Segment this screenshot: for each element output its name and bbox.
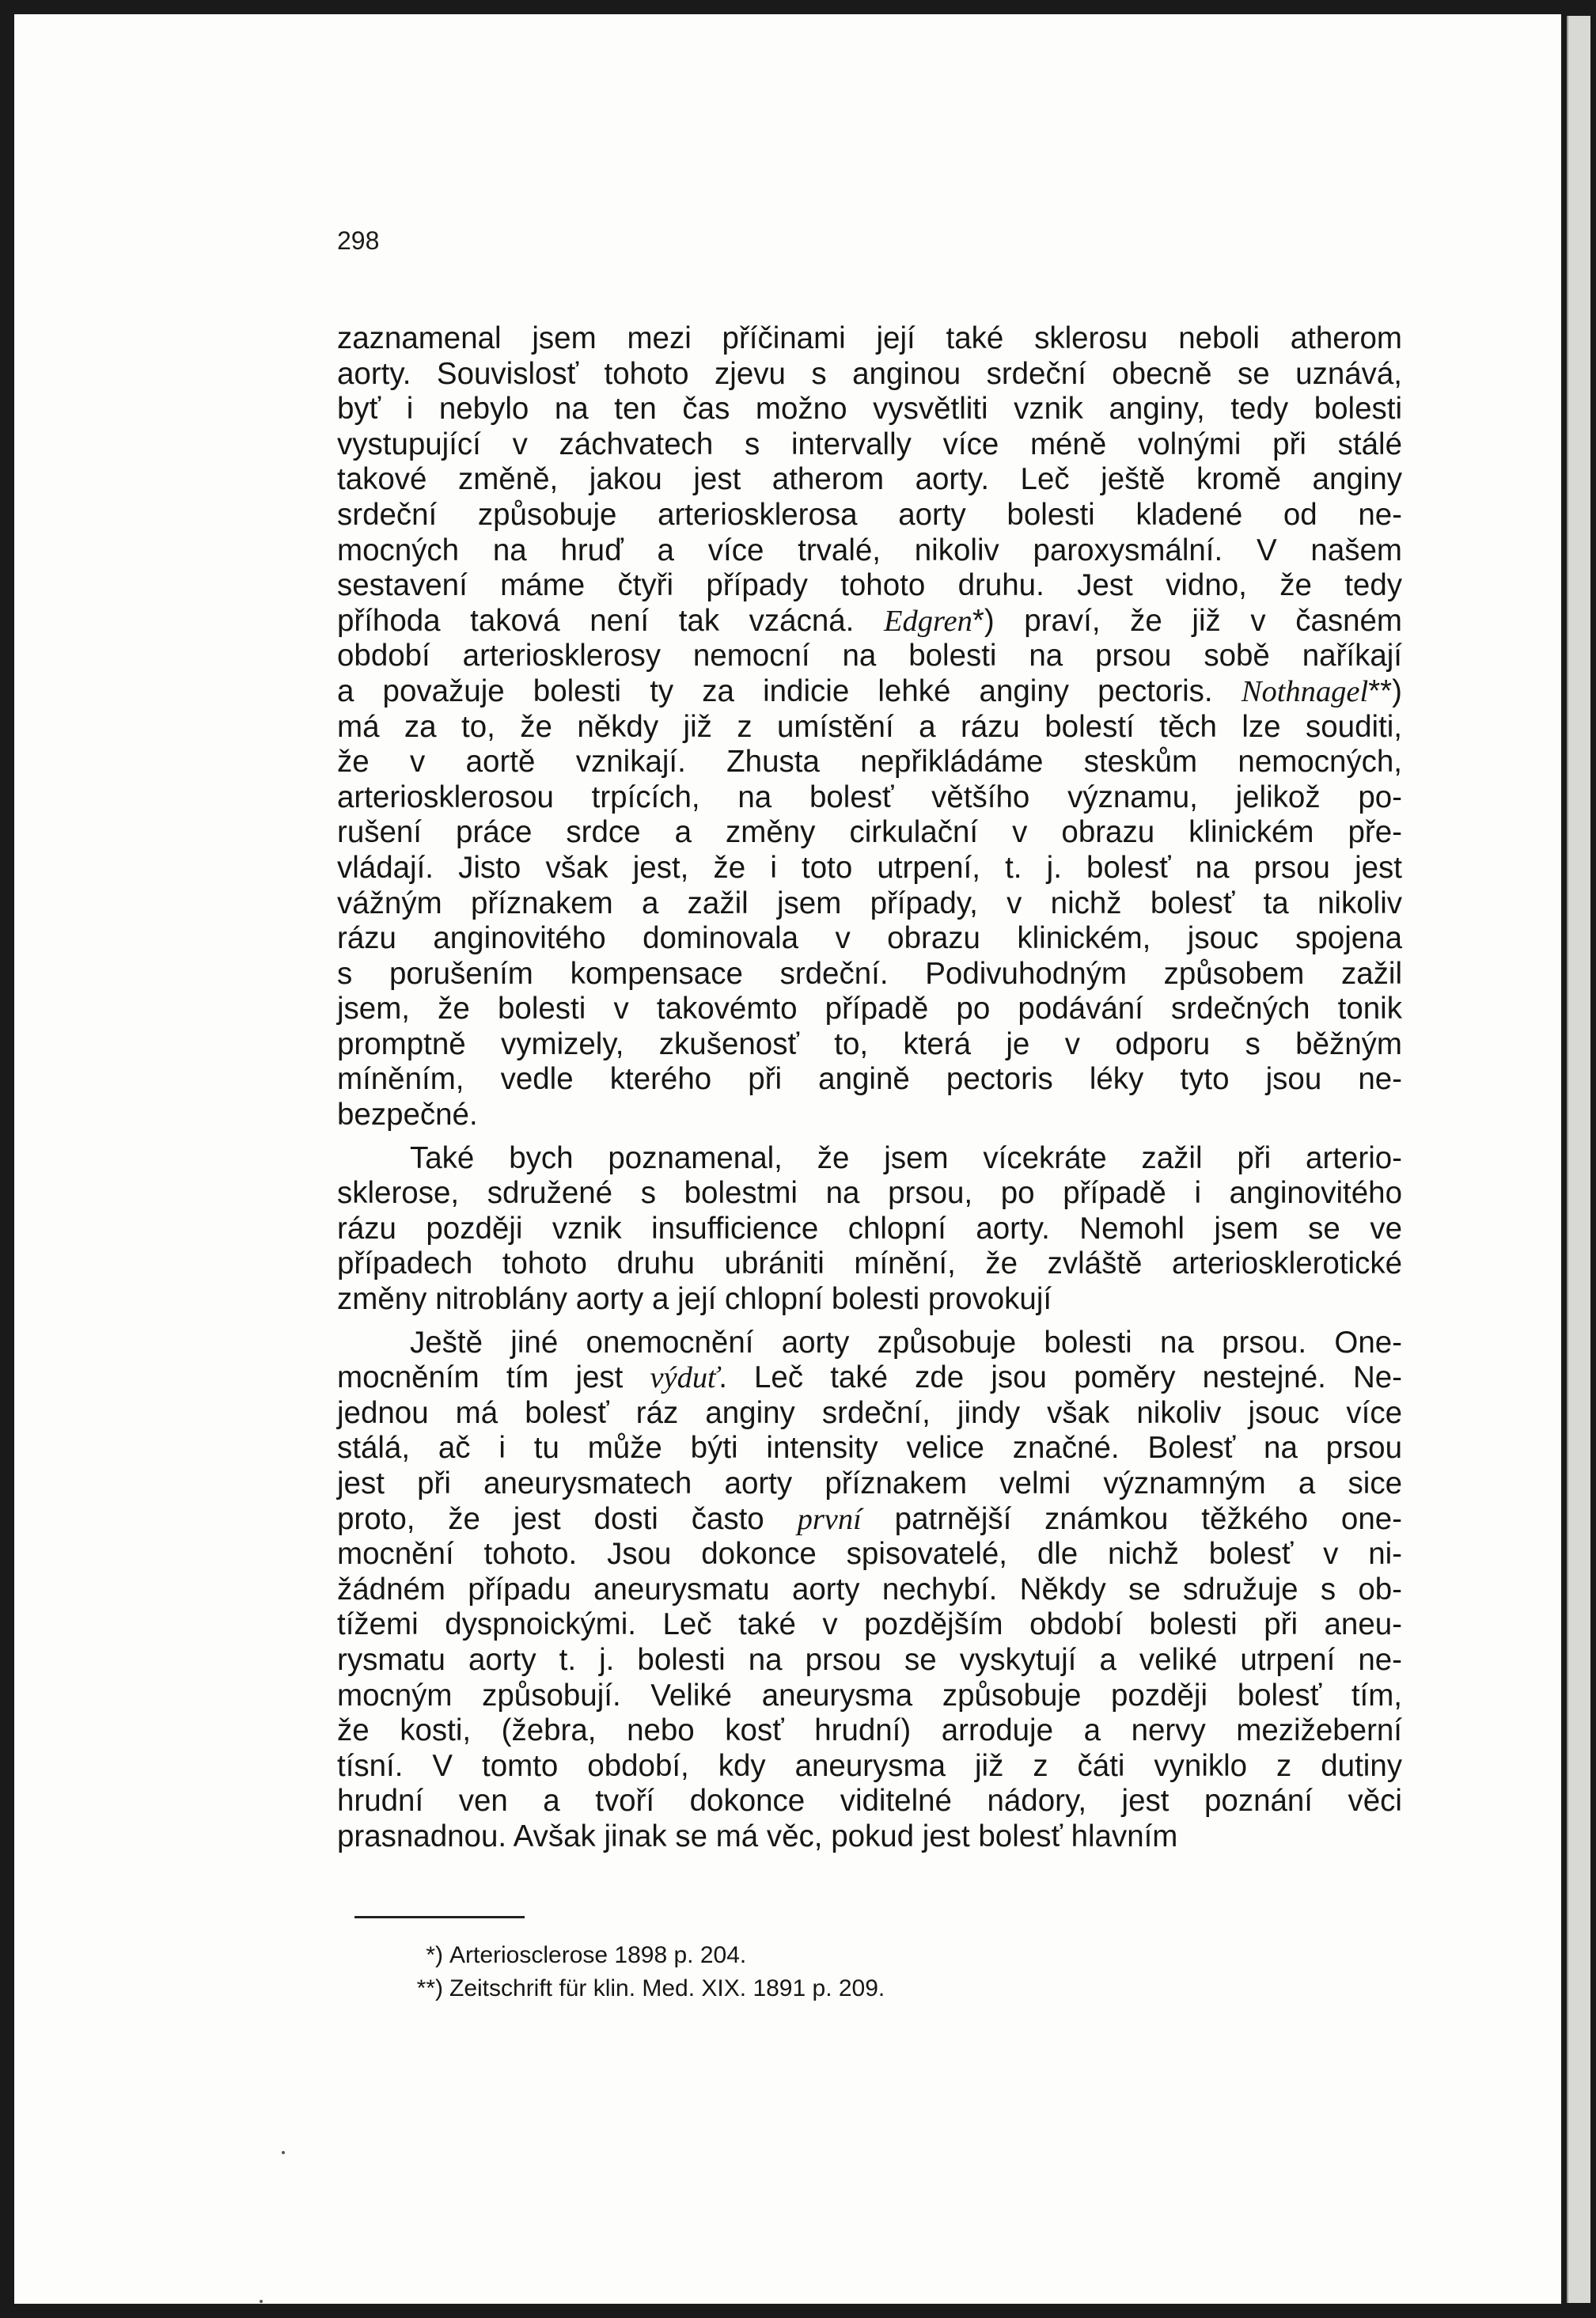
- text-line: období arteriosklerosy nemocní na bolesti na prsou sobě naříkají: [337, 639, 1402, 673]
- paragraph: [337, 1141, 1402, 1318]
- footnote: [394, 1972, 885, 2005]
- footnote-mark: *): [426, 1942, 443, 1968]
- text-line: proto, že jest dosti často první patrnější známkou těžkého one-: [337, 1501, 1402, 1536]
- body-text: [337, 321, 1402, 1855]
- text-line: rázu anginovitého dominovala v obrazu klinickém, jsouc spojena: [337, 921, 1402, 956]
- footnote-text: Arteriosclerose 1898 p. 204.: [449, 1942, 747, 1968]
- footnote: [394, 1939, 885, 1972]
- page-speck: [282, 2151, 285, 2154]
- text-line: stálá, ač i tu může býti intensity velice značné. Bolesť na prsou: [337, 1431, 1402, 1466]
- text-line: sestavení máme čtyři případy tohoto druhu. Jest vidno, že tedy: [337, 568, 1402, 603]
- text-line: bezpečné.: [337, 1098, 478, 1132]
- text-line: byť i nebylo na ten čas možno vysvětliti vznik anginy, tedy bolesti: [337, 392, 1402, 427]
- text-line: tísní. V tomto období, kdy aneurysma již z čáti vyniklo z dutiny: [337, 1748, 1402, 1783]
- text-line: mocněním tím jest výduť. Leč také zde jsou poměry nestejné. Ne-: [337, 1360, 1402, 1395]
- page-edge: [1567, 16, 1590, 2303]
- text-line: příhoda taková není tak vzácná. Edgren*) praví, že již v časném: [337, 603, 1403, 638]
- text-line: žádném případu aneurysmatu aorty nechybí. Někdy se sdružuje s ob-: [337, 1572, 1402, 1607]
- text-line: mocnění tohoto. Jsou dokonce spisovatelé, dle nichž bolesť v ni-: [337, 1537, 1402, 1572]
- book-page: [14, 14, 1561, 2304]
- footnote-rule: [354, 1916, 525, 1918]
- page-speck: [260, 2300, 263, 2303]
- text-line: mocných na hruď a více trvalé, nikoliv paroxysmální. V našem: [337, 533, 1402, 567]
- page-number: 298: [337, 226, 380, 255]
- footnote-mark: **): [416, 1975, 443, 2001]
- text-line: mocným způsobují. Veliké aneurysma způsobuje později bolesť tím,: [337, 1678, 1402, 1713]
- text-line: s porušením kompensace srdeční. Podivuhodným způsobem zažil: [337, 956, 1402, 991]
- text-line: míněním, vedle kterého při angině pectoris léky tyto jsou ne-: [337, 1062, 1402, 1097]
- text-line: tížemi dyspnoickými. Leč také v pozdějším období bolesti při aneu-: [337, 1607, 1402, 1642]
- text-line: jest při aneurysmatech aorty příznakem velmi významným a sice: [337, 1466, 1402, 1500]
- text-line: případech tohoto druhu ubrániti mínění, že zvláště arteriosklerotické: [337, 1246, 1402, 1281]
- text-line: promptně vymizely, zkušenosť to, která je v odporu s běžným: [337, 1026, 1402, 1061]
- text-line: aorty. Souvislosť tohoto zjevu s anginou srdeční obecně se uznává,: [337, 356, 1402, 391]
- paragraph: [337, 321, 1402, 1133]
- text-line: vystupující v záchvatech s intervally více méně volnými při stálé: [337, 427, 1402, 461]
- footnotes: [394, 1939, 885, 2005]
- text-line: sklerose, sdružené s bolestmi na prsou, po případě i anginovitého: [337, 1176, 1402, 1211]
- text-line: zaznamenal jsem mezi příčinami její také sklerosu neboli atherom: [337, 321, 1402, 355]
- paragraph: [337, 1326, 1402, 1855]
- text-line: má za to, že někdy již z umístění a rázu bolestí těch lze souditi,: [337, 709, 1402, 744]
- text-line: rázu později vznik insufficience chlopní aorty. Nemohl jsem se ve: [337, 1211, 1402, 1246]
- text-line: že kosti, (žebra, nebo kosť hrudní) arroduje a nervy mezižeberní: [337, 1713, 1402, 1748]
- text-line: hrudní ven a tvoří dokonce viditelné nádory, jest poznání věci: [337, 1784, 1402, 1819]
- text-line: rušení práce srdce a změny cirkulační v obrazu klinickém pře-: [337, 815, 1402, 850]
- text-line: vážným příznakem a zažil jsem případy, v nichž bolesť ta nikoliv: [337, 886, 1402, 920]
- text-line: jsem, že bolesti v takovémto případě po podávání srdečných tonik: [337, 992, 1402, 1026]
- text-line: srdeční způsobuje arteriosklerosa aorty bolesti kladené od ne-: [337, 497, 1402, 532]
- text-line: změny nitroblány aorty a její chlopní bolesti provokují: [337, 1282, 1052, 1317]
- text-line: že v aortě vznikají. Zhusta nepřikládáme steskům nemocných,: [337, 745, 1402, 780]
- text-line: prasnadnou. Avšak jinak se má věc, pokud jest bolesť hlavním: [337, 1819, 1178, 1853]
- text-line: rysmatu aorty t. j. bolesti na prsou se vyskytují a veliké utrpení ne-: [337, 1642, 1402, 1677]
- text-line: arteriosklerosou trpících, na bolesť většího významu, jelikož po-: [337, 780, 1402, 814]
- footnote-text: Zeitschrift für klin. Med. XIX. 1891 p. 209.: [449, 1975, 885, 2001]
- text-line: Ještě jiné onemocnění aorty způsobuje bolesti na prsou. One-: [410, 1325, 1402, 1360]
- text-line: takové změně, jakou jest atherom aorty. Leč ještě kromě anginy: [337, 462, 1402, 497]
- text-line: a považuje bolesti ty za indicie lehké anginy pectoris. Nothnagel**): [337, 673, 1402, 708]
- text-line: Také bych poznamenal, že jsem vícekráte zažil při arterio-: [410, 1140, 1402, 1175]
- text-line: jednou má bolesť ráz anginy srdeční, jindy však nikoliv jsouc více: [337, 1395, 1402, 1430]
- text-line: vládají. Jisto však jest, že i toto utrpení, t. j. bolesť na prsou jest: [337, 850, 1402, 885]
